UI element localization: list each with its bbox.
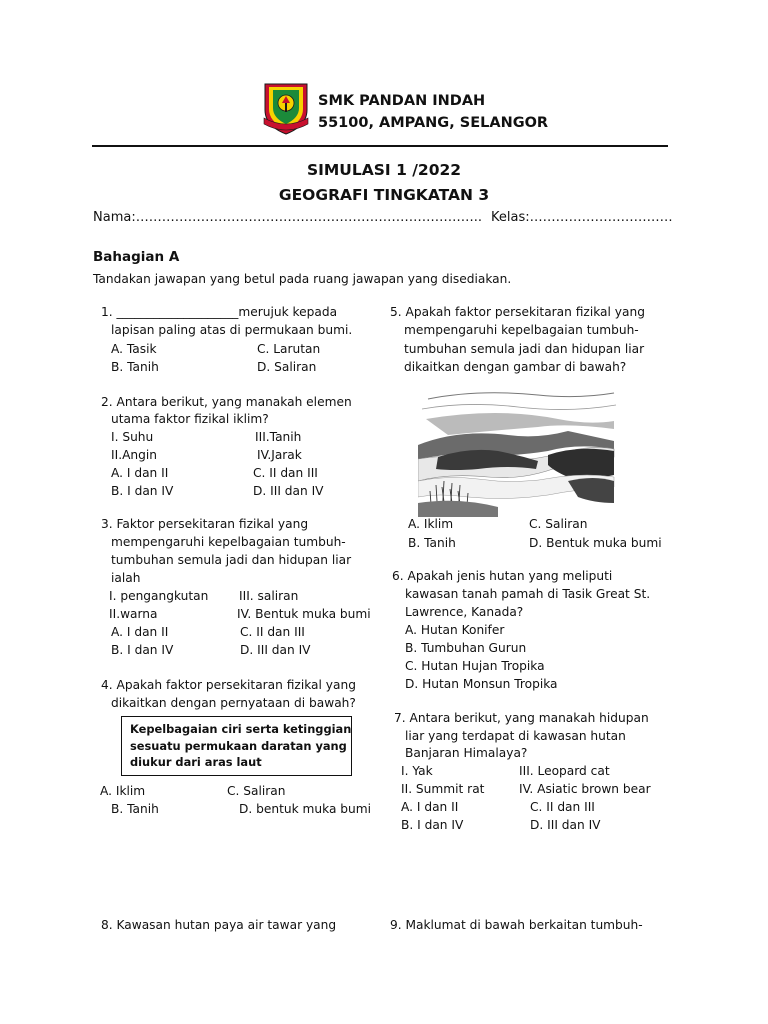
q6-option-c[interactable]: C. Hutan Hujan Tropika [405,659,545,673]
q8-stem-line1: 8. Kawasan hutan paya air tawar yang [101,918,337,932]
name-field[interactable]: Nama:…………………………………………………………………….. [93,210,482,225]
q4-stem-line1: 4. Apakah faktor persekitaran fizikal yang [101,678,356,692]
q1-stem-line2: lapisan paling atas di permukaan bumi. [111,323,353,337]
q5-stem-line3: tumbuhan semula jadi dan hidupan liar [404,342,645,356]
q3-option-b[interactable]: B. I dan IV [111,643,174,657]
q2-item-ii: II.Angin [111,448,157,462]
q3-item-ii: II.warna [109,607,158,621]
school-address: 55100, AMPANG, SELANGOR [318,115,549,131]
q3-option-c[interactable]: C. II dan III [240,625,305,639]
q4-option-d[interactable]: D. bentuk muka bumi [239,802,372,816]
q7-option-c[interactable]: C. II dan III [530,800,595,814]
q5-option-d[interactable]: D. Bentuk muka bumi [529,536,662,550]
exam-subtitle: GEOGRAFI TINGKATAN 3 [278,186,490,204]
q7-item-iv: IV. Asiatic brown bear [519,782,651,796]
q7-stem-line1: 7. Antara berikut, yang manakah hidupan [394,711,649,725]
q2-item-iii: III.Tanih [255,430,302,444]
q6-option-a[interactable]: A. Hutan Konifer [405,623,505,637]
q6-stem-line3: Lawrence, Kanada? [405,605,524,619]
q3-stem-line4: ialah [111,571,141,585]
q7-stem-line3: Banjaran Himalaya? [405,746,528,760]
school-name: SMK PANDAN INDAH [318,93,486,109]
q2-option-c[interactable]: C. II dan III [253,466,318,480]
q3-stem-line2: mempengaruhi kepelbagaian tumbuh- [111,535,346,549]
q1-option-b[interactable]: B. Tanih [111,360,159,374]
q2-item-i: I. Suhu [111,430,154,444]
q2-option-b[interactable]: B. I dan IV [111,484,174,498]
q1-stem-line1: 1. ____________________merujuk kepada [101,305,338,319]
q3-stem-line1: 3. Faktor persekitaran fizikal yang [101,517,309,531]
q4-option-c[interactable]: C. Saliran [227,784,286,798]
q5-stem-line1: 5. Apakah faktor persekitaran fizikal yang [390,305,645,319]
q5-stem-line2: mempengaruhi kepelbagaian tumbuh- [404,323,639,337]
q7-option-d[interactable]: D. III dan IV [530,818,601,832]
header-divider [92,145,668,147]
section-title: Bahagian A [93,249,180,265]
school-header [318,90,548,134]
q4-statement-box [121,716,352,776]
q3-item-iv: IV. Bentuk muka bumi [237,607,371,621]
q1-option-d[interactable]: D. Saliran [257,360,317,374]
q7-item-ii: II. Summit rat [401,782,485,796]
q4-statement-line3: diukur dari aras laut [130,755,262,769]
q6-option-d[interactable]: D. Hutan Monsun Tropika [405,677,558,691]
q5-option-c[interactable]: C. Saliran [529,517,588,531]
q9-stem-line1: 9. Maklumat di bawah berkaitan tumbuh- [390,918,643,932]
q2-stem-line2: utama faktor fizikal iklim? [111,412,269,426]
q2-option-d[interactable]: D. III dan IV [253,484,324,498]
q4-statement-line1: Kepelbagaian ciri serta ketinggian [130,722,352,736]
q7-option-a[interactable]: A. I dan II [401,800,459,814]
school-crest-logo [262,80,310,136]
q1-option-a[interactable]: A. Tasik [111,342,157,356]
q3-item-iii: III. saliran [239,589,299,603]
q6-stem-line1: 6. Apakah jenis hutan yang meliputi [392,569,613,583]
q4-option-b[interactable]: B. Tanih [111,802,159,816]
river-landscape-image [418,385,618,517]
q7-option-b[interactable]: B. I dan IV [401,818,464,832]
q2-option-a[interactable]: A. I dan II [111,466,169,480]
section-instruction: Tandakan jawapan yang betul pada ruang jawapan yang disediakan. [93,272,512,286]
q2-item-iv: IV.Jarak [257,448,302,462]
q5-option-a[interactable]: A. Iklim [408,517,454,531]
q7-item-iii: III. Leopard cat [519,764,610,778]
q3-item-i: I. pengangkutan [109,589,209,603]
q7-item-i: I. Yak [401,764,433,778]
q6-option-b[interactable]: B. Tumbuhan Gurun [405,641,527,655]
q2-stem-line1: 2. Antara berikut, yang manakah elemen [101,395,352,409]
q4-statement-line2: sesuatu permukaan daratan yang [130,738,347,753]
q6-stem-line2: kawasan tanah pamah di Tasik Great St. [405,587,651,601]
q7-stem-line2: liar yang terdapat di kawasan hutan [405,729,626,743]
q5-option-b[interactable]: B. Tanih [408,536,456,550]
q4-option-a[interactable]: A. Iklim [100,784,146,798]
q5-stem-line4: dikaitkan dengan gambar di bawah? [404,360,627,374]
q3-stem-line3: tumbuhan semula jadi dan hidupan liar [111,553,352,567]
q3-option-a[interactable]: A. I dan II [111,625,169,639]
exam-title: SIMULASI 1 /2022 [306,161,462,179]
q3-option-d[interactable]: D. III dan IV [240,643,311,657]
class-field[interactable]: Kelas:…………………………… [491,210,673,225]
q1-option-c[interactable]: C. Larutan [257,342,321,356]
q4-stem-line2: dikaitkan dengan pernyataan di bawah? [111,696,356,710]
